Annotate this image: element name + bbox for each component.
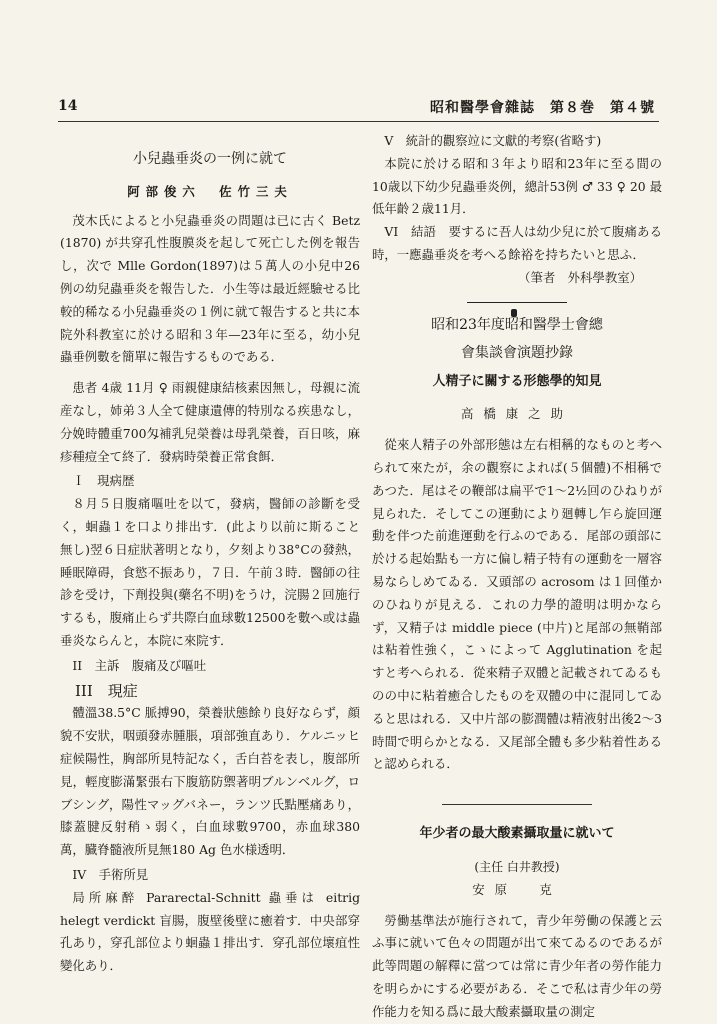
left-column <box>60 142 360 978</box>
section-surgery-heading: IV 手術所見 <box>72 866 149 882</box>
section-statistics-heading: V 統計的觀察竝に文獻的考察(省略す) <box>384 133 602 148</box>
article-title: 小兒蟲垂炎の一例に就て <box>133 151 287 167</box>
section-divider <box>467 302 567 303</box>
page-number: 14 <box>58 98 78 114</box>
conclusion-paragraph: VI 結語 要するに吾人は幼少兒に於て腹痛ある時，一應蟲垂炎を考へる餘裕を持ちたいと思ふ． <box>372 224 662 262</box>
topic2-supervisor: (主任 白井教授) <box>474 859 560 874</box>
section-complaint-heading: II 主訴 腹痛及び嘔吐 <box>72 657 207 673</box>
surgery-paragraph: 局所麻醉 Pararectal-Schnitt 蟲垂は eitrig helegt verdickt 盲腸，腹壁後壁に癒着す．中央部穿孔あり，穿孔部位より蛔蟲１排出す．穿孔部位壞疽性變化あり． <box>60 889 360 974</box>
topic2-title: 年少者の最大酸素攝取量に就いて <box>419 826 615 842</box>
patient-paragraph: 患者 4歳 11月 ♀ 雨親健康結核素因無し，母親に流産なし，姉弟３人全て健康遺傳的特別なる疾患なし，分娩時體重700匁補乳兒榮養は母乳榮養，百日咳，麻疹種痘全て終了．發病時榮養正常食餌． <box>60 380 360 464</box>
topic1-author: 高橋康之助 <box>461 406 573 422</box>
meeting-title-line-1: 昭和23年度昭和醫學士會總 <box>431 316 603 333</box>
right-column <box>372 128 662 1024</box>
history-paragraph: ８月５日腹痛嘔吐を以て，發病，醫師の診斷を受く，蛔蟲１を口より排出す．(此より以前に斯ること無し)翌６日症狀著明となり，夕刻より38°Cの發熱，睡眠障碍，食慾不振あり，７日．午前３時．醫師の往診を受け，下劑投與(藥名不明)をうけ，浣腸２回施行するも，腹痛止らず共際白血球數12500を數へ或は蟲垂炎ならんと，本院に來院す． <box>60 496 360 648</box>
topic2-body: 勞働基準法が施行されて，青少年勞働の保護と云ふ事に就いて色々の問題が出て來てゐるのであるが此等問題の解釋に當つては常に青少年者の勞作能力を明らかにする必要がある．そこで私は青少年の勞作能力を知る爲に最大酸素攝取量の測定 <box>372 912 662 1019</box>
article-authors: 阿部俊六 佐竹三夫 <box>127 183 293 199</box>
section-findings-heading: III 現症 <box>75 681 138 700</box>
header-rule <box>58 121 659 122</box>
section-history-heading: Ｉ 現病歴 <box>72 473 135 489</box>
divider-dot <box>511 309 517 317</box>
topic1-title: 人精子に關する形態學的知見 <box>432 373 602 389</box>
topic-separator <box>442 804 592 805</box>
author-affiliation: （筆者 外科學教室） <box>518 269 642 285</box>
statistics-paragraph: 本院に於ける昭和３年より昭和23年に至る間の10歳以下幼少兒蟲垂炎例，總計53例 ♂ 33 ♀ 20 最低年齡２歳11月． <box>372 155 662 217</box>
findings-paragraph: 體溫38.5°C 脈搏90，榮養狀態餘り良好ならず，顔貌不安狀，咽頭發赤腫脹，項部強直あり．ケルニッヒ症候陽性，胸部所見特記なく，舌白苔を表し，腹部所見，輕度膨滿緊張右下腹筋防禦著明ブルンベルグ，ロブシング，陽性マッグバネー，ランツ氏點壓痛あり，膝蓋腱反射稍ゝ弱く，白血球數9700，赤血球380萬，臓脊髓液所見無180 Ag 色水様透明． <box>60 705 360 858</box>
topic1-body: 從來人精子の外部形態は左右相稱的なものと考へられて來たが，余の觀察によれば(５個體)不相稱であつた．尾はその鞭部は扁平で1～2½回のひねりが見られた．そしてこの運動により廻轉し乍ら旋回運動を伴つた前進運動を行ふのである．尾部の頭部に於ける起始點も一方に偏し精子特有の運動を一層容易ならしめてゐる．又頭部の acrosom は１回僅かのひねりが見える．これの力學的證明は明かならず，又精子は middle piece (中片)と尾部の無鞘部は粘着性強く，こゝによって Agglutination を起すと考へられる．從來精子双體と記載されてゐるものの中に粘着癒合したものを双體の中に混同してゐると思はれる．又中片部の膨潤體は精液射出後2～3時間で明らかとなる．又尾部全體も多少粘着性あると認められる． <box>372 437 662 772</box>
topic2-author: 安原 克 <box>472 881 562 897</box>
meeting-title-line-2: 會集談會演題抄錄 <box>461 344 573 361</box>
running-header: 昭和醫學會雜誌 第８巻 第４號 <box>430 100 655 116</box>
intro-paragraph: 茂木氏によると小兒蟲垂炎の問題は已に古く Betz (1870) が共穿孔性腹膜炎を起して死亡した例を報告し，次で Mlle Gordon(1897)は５萬人の小兒中26例の幼兒蟲垂炎を報告した．小生等は最近經驗せる比較的稀なる小兒蟲垂炎の１例に就て報告すると共に本院外科教室に於ける昭和３年—23年に至る，幼小兒蟲垂例數を簡單に報告するものである． <box>60 212 360 365</box>
